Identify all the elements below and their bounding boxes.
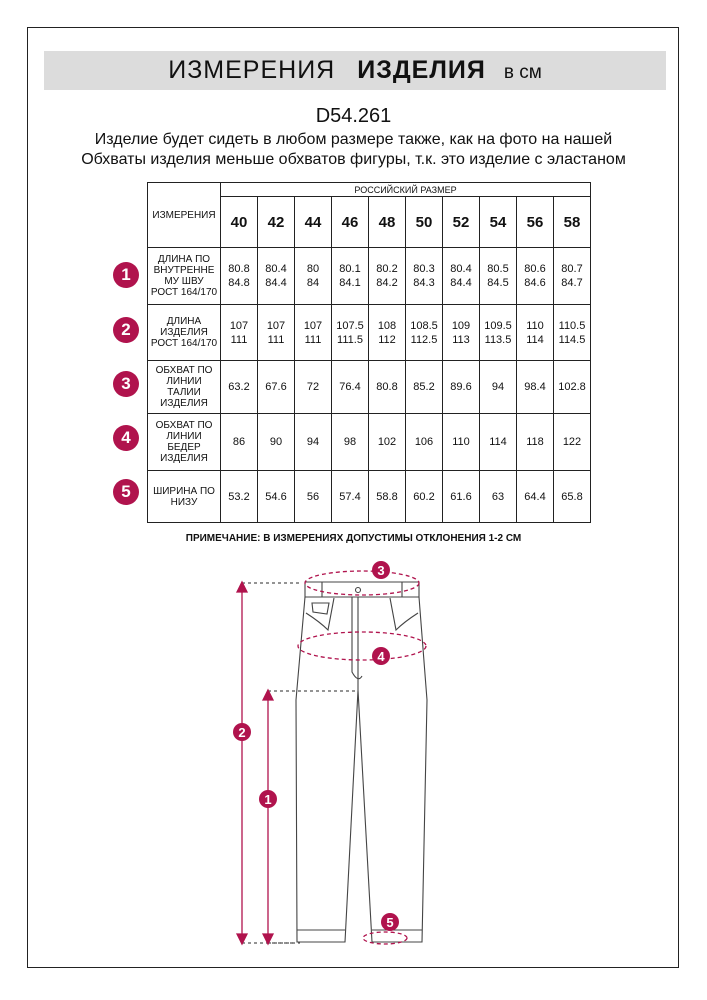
value: 110: [452, 436, 470, 448]
value: 111: [267, 333, 285, 346]
value: 76.4: [339, 381, 361, 393]
row-label-line: РОСТ 164/170: [150, 287, 218, 298]
value: 54.6: [265, 490, 287, 503]
row-label-line: ОБХВАТ ПО: [155, 420, 213, 431]
value: 98.4: [524, 381, 546, 393]
value: 60.2: [413, 490, 435, 503]
diagram-label-1: 1: [264, 792, 272, 807]
value: 80.1: [339, 263, 361, 275]
value: 84: [306, 277, 320, 289]
value: 80.2: [376, 263, 398, 275]
value: 107: [266, 319, 286, 332]
row-label-line: ИЗДЕЛИЯ: [160, 398, 208, 409]
note-fit: Изделие будет сидеть в любом размере также, как на фото на нашей: [94, 131, 613, 148]
value: 107: [229, 319, 249, 332]
value: 122: [562, 436, 582, 448]
diagram-badges: [233, 561, 399, 931]
row-label-line: ЛИНИИ: [166, 431, 202, 442]
row-label-line: МУ ШВУ: [164, 276, 204, 287]
size-44: 44: [295, 197, 332, 248]
value: 89.6: [450, 381, 472, 393]
value: 114.5: [558, 333, 586, 346]
row-label-line: ТАЛИИ: [167, 387, 201, 398]
value: 84.1: [339, 277, 361, 289]
value: 84.2: [376, 277, 398, 289]
value: 112.5: [410, 333, 438, 346]
value: 114: [526, 333, 544, 346]
value: 80.4: [265, 263, 287, 275]
value: 112: [378, 333, 396, 346]
value: 57.4: [339, 490, 361, 503]
tolerance-remark: ПРИМЕЧАНИЕ: В ИЗМЕРЕНИЯХ ДОПУСТИМЫ ОТКЛОНЕНИЯ 1-2 СМ: [185, 533, 522, 544]
size-50: 50: [406, 197, 443, 248]
value: 58.8: [376, 490, 398, 503]
value: 86: [232, 436, 246, 448]
title-part1: ИЗМЕРЕНИЯ: [168, 56, 336, 84]
value: 90: [269, 436, 283, 448]
badge-4: 4: [113, 425, 139, 451]
value: 114: [489, 436, 507, 448]
title-part2: ИЗДЕЛИЯ: [357, 56, 486, 84]
value: 67.6: [265, 381, 287, 393]
value: 118: [526, 436, 544, 448]
badge-2: 2: [113, 317, 139, 343]
value: 108: [377, 319, 397, 332]
value: 113.5: [484, 333, 512, 346]
row-label-line: ОБХВАТ ПО: [155, 365, 213, 376]
value: 80.3: [413, 263, 435, 275]
value: 65.8: [561, 490, 583, 503]
value: 84.5: [487, 277, 509, 289]
size-48: 48: [369, 197, 406, 248]
value: 84.8: [228, 277, 250, 289]
size-58: 58: [554, 197, 591, 248]
value: 109.5: [484, 319, 512, 332]
value: 107.5: [336, 319, 364, 332]
row-label-line: РОСТ 164/170: [150, 338, 218, 349]
row-label-line: ИЗДЕЛИЯ: [160, 453, 208, 464]
size-46: 46: [332, 197, 369, 248]
row-label-line: ДЛИНА ПО: [157, 254, 211, 265]
value: 111: [304, 333, 322, 346]
row-label-line: ЛИНИИ: [166, 376, 202, 387]
model-code: D54.261: [315, 105, 392, 127]
value: 80.7: [561, 263, 583, 275]
value: 63: [491, 490, 505, 503]
value: 84.7: [561, 277, 583, 289]
value: 72: [306, 381, 320, 393]
value: 63.2: [228, 381, 250, 393]
diagram-label-4: 4: [377, 649, 385, 664]
corner-label: ИЗМЕРЕНИЯ: [148, 183, 221, 248]
badge-5: 5: [113, 479, 139, 505]
value: 102.8: [558, 381, 586, 393]
row-label-line: НИЗУ: [170, 496, 198, 508]
value: 84.4: [450, 277, 472, 289]
value: 84.4: [265, 277, 287, 289]
value: 113: [452, 333, 470, 346]
value: 61.6: [450, 490, 472, 503]
value: 64.4: [524, 490, 546, 503]
value: 111.5: [337, 333, 363, 346]
row-label-line: БЕДЕР: [167, 442, 201, 453]
diagram-label-2: 2: [238, 725, 246, 740]
size-42: 42: [258, 197, 295, 248]
value: 98: [343, 436, 357, 448]
value: 84.3: [413, 277, 435, 289]
diagram-label-3: 3: [377, 563, 385, 578]
size-group-label: РОССИЙСКИЙ РАЗМЕР: [221, 183, 591, 197]
row-label-line: ДЛИНА: [166, 316, 202, 327]
value: 94: [306, 436, 320, 448]
title-unit: в см: [503, 61, 542, 83]
value: 109: [451, 319, 471, 332]
value: 110: [526, 319, 544, 332]
value: 102: [377, 436, 397, 448]
value: 110.5: [558, 319, 586, 332]
value: 80.6: [524, 263, 546, 275]
size-40: 40: [221, 197, 258, 248]
value: 80.8: [376, 381, 398, 393]
value: 84.6: [524, 277, 546, 289]
badge-3: 3: [113, 371, 139, 397]
value: 107: [303, 319, 323, 332]
value: 85.2: [413, 381, 435, 393]
note-elastane: Обхваты изделия меньше обхватов фигуры, т.к. это изделие с эластаном: [81, 151, 626, 168]
value: 80.5: [487, 263, 509, 275]
row-label-line: ШИРИНА ПО: [153, 485, 215, 497]
measure-lines: [237, 571, 426, 944]
value: 94: [491, 381, 505, 393]
size-56: 56: [517, 197, 554, 248]
value: 56: [306, 490, 320, 503]
value: 80.8: [228, 263, 250, 275]
value: 108.5: [410, 319, 438, 332]
row-label-line: ВНУТРЕННЕ: [153, 265, 215, 276]
size-54: 54: [480, 197, 517, 248]
value: 111: [230, 333, 248, 346]
row-label-line: ИЗДЕЛИЯ: [160, 327, 208, 338]
badge-1: 1: [113, 262, 139, 288]
size-52: 52: [443, 197, 480, 248]
diagram-label-5: 5: [386, 915, 394, 930]
value: 80.4: [450, 263, 472, 275]
value: 80: [306, 263, 320, 275]
value: 53.2: [228, 490, 250, 503]
value: 106: [414, 436, 434, 448]
